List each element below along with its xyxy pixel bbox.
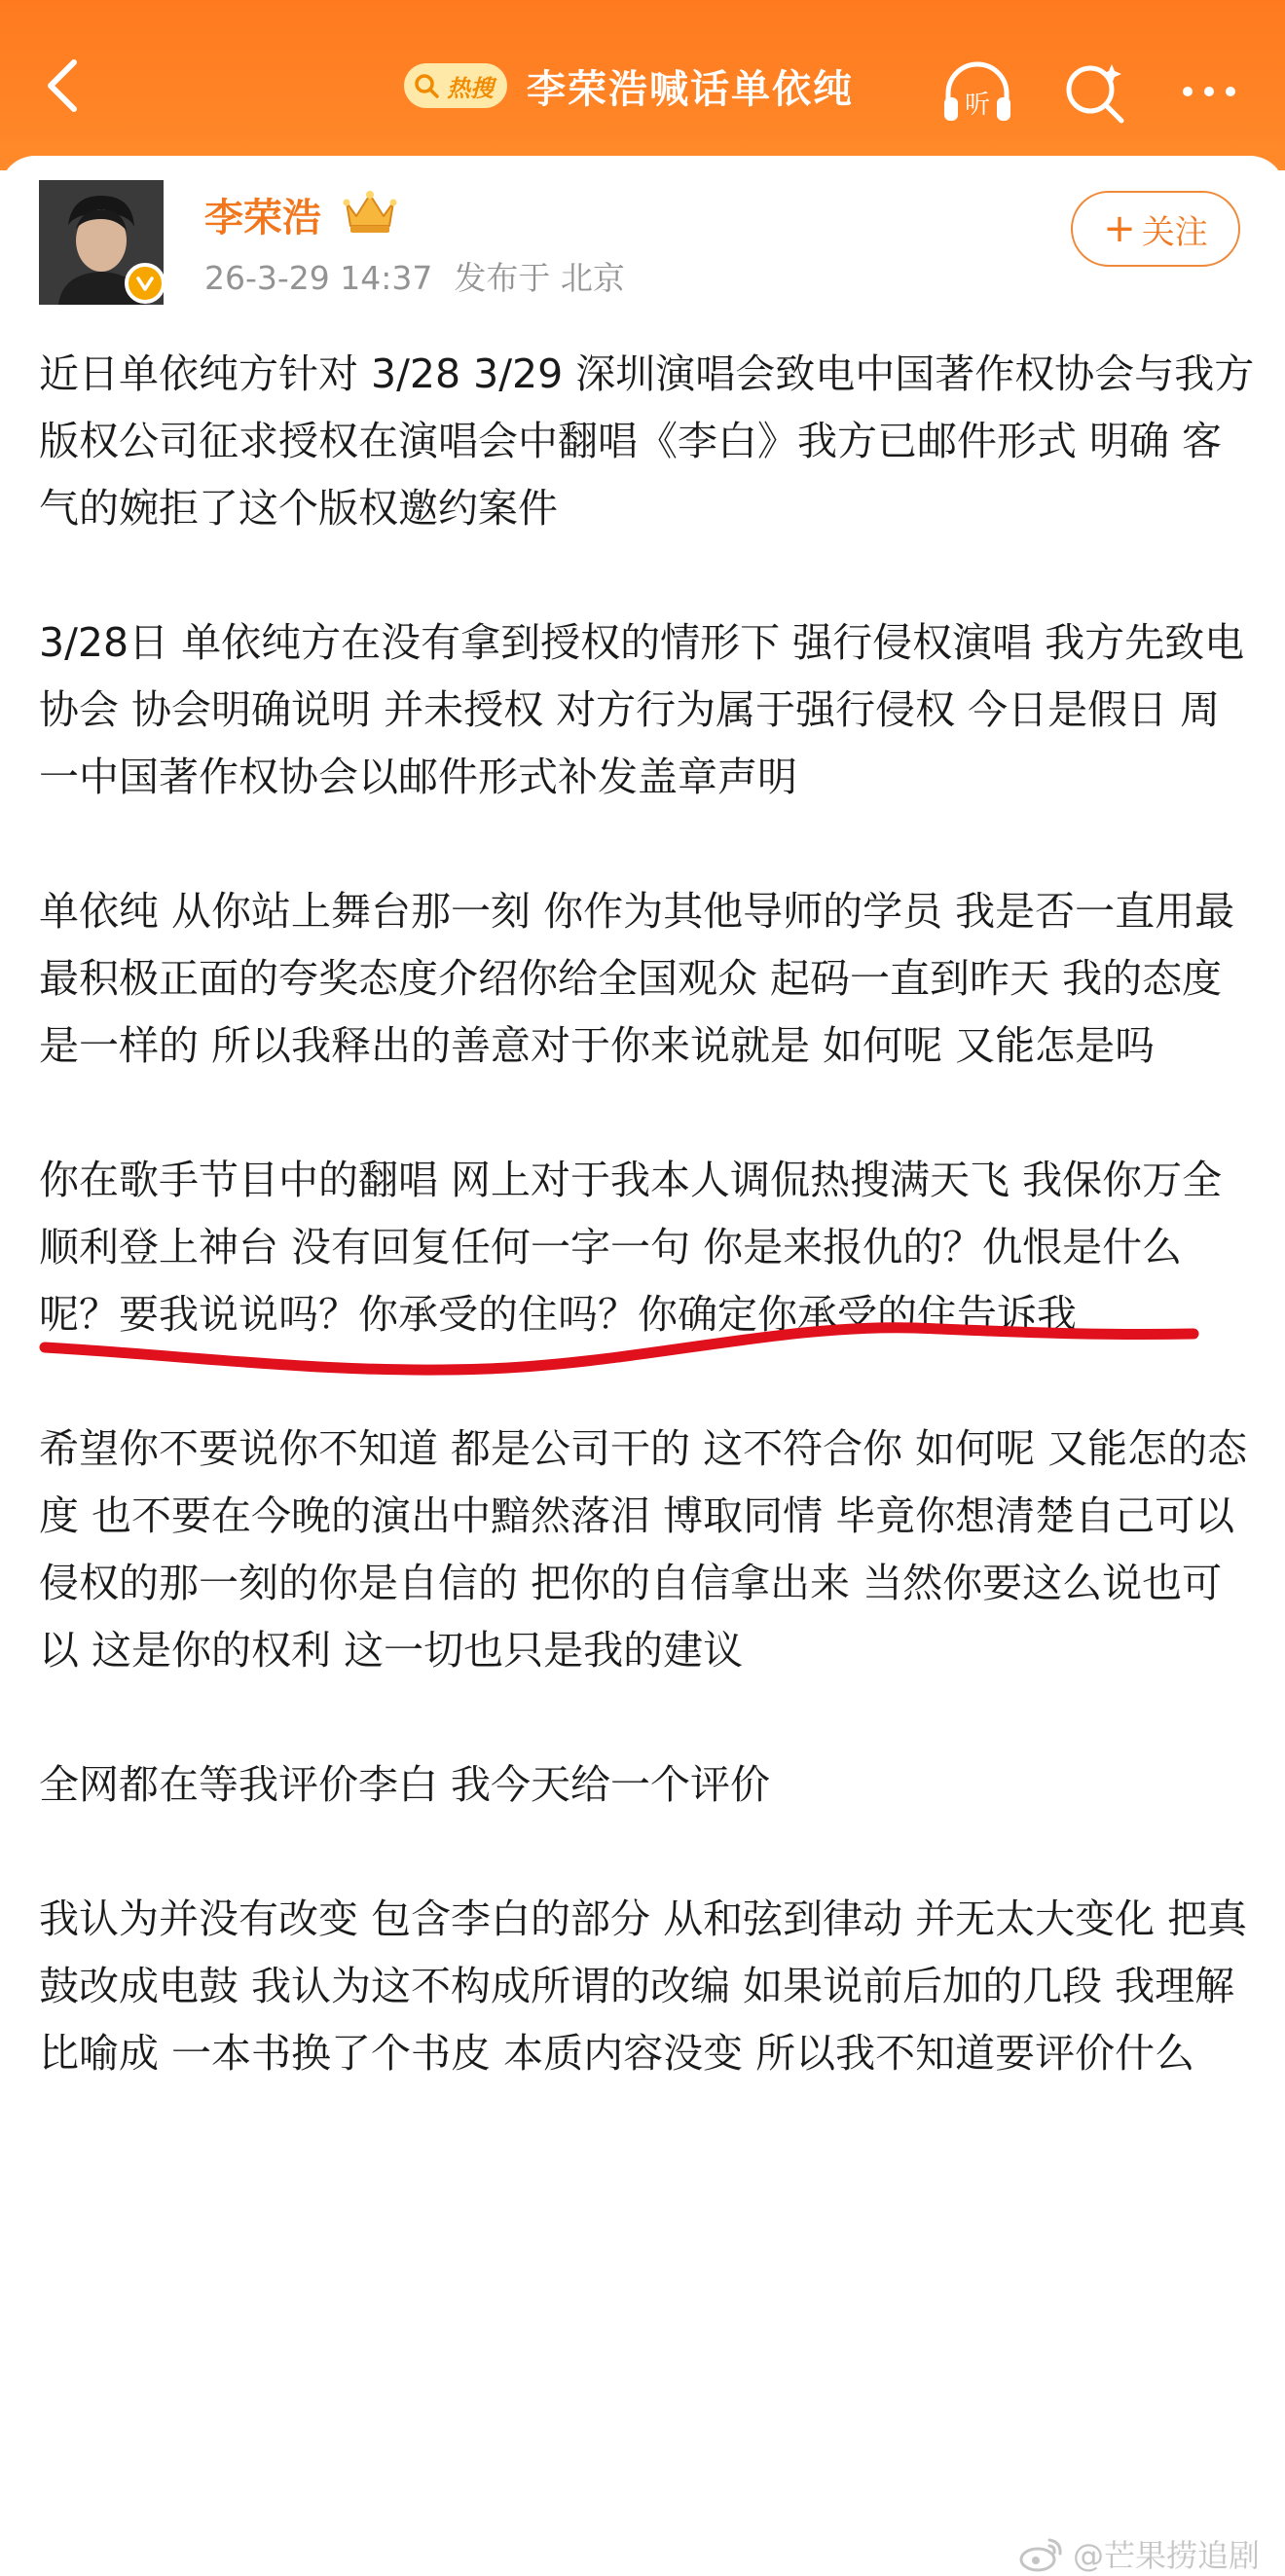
headphones-icon [936, 51, 1018, 132]
search-icon [412, 71, 441, 100]
post-paragraph-4: 你在歌手节目中的翻唱 网上对于我本人调侃热搜满天飞 我保你万全 顺利登上神台 没有回复任何一字一句 你是来报仇的？仇恨是什么呢？要我说说吗？你承受的住吗？你确定你承受的住告诉我 [39, 1157, 1223, 1338]
follow-label: 关注 [1141, 212, 1208, 252]
post-paragraph-5: 希望你不要说你不知道 都是公司干的 这不符合你 如何呢 又能怎的态度 也不要在今晚的演出中黯然落泪 博取同情 毕竟你想清楚自己可以侵权的那一刻的你是自信的 把你的自信拿出来 当然你要这么说也可以 这是你的权利 这一切也只是我的建议 [39, 1425, 1248, 1674]
more-options-button[interactable] [1168, 51, 1250, 132]
more-dots-icon [1168, 51, 1250, 132]
post-meta [204, 253, 646, 299]
topic-title: 李荣浩喊话单依纯 [527, 66, 854, 112]
post-location: 发布于 北京 [454, 259, 625, 297]
top-header-bar [0, 0, 1285, 170]
author-name[interactable]: 李荣浩 [204, 196, 321, 240]
post-paragraph-7: 我认为并没有改变 包含李白的部分 从和弦到律动 并无太大变化 把真鼓改成电鼓 我认为这不构成所谓的改编 如果说前后加的几段 我理解比喻成 一本书换了个书皮 本质内容没变 所以我不知道要评价什么 [39, 1895, 1248, 2077]
plus-icon: + [1103, 206, 1136, 251]
post-paragraph-2: 3/28日 单依纯方在没有拿到授权的情形下 强行侵权演唱 我方先致电协会 协会明确说明 并未授权 对方行为属于强行侵权 今日是假日 周一中国著作权协会以邮件形式补发盖章声明 [39, 619, 1245, 800]
verified-v-icon [134, 273, 156, 294]
follow-button[interactable] [1071, 191, 1240, 267]
verified-badge [125, 263, 165, 304]
post-body [39, 341, 1256, 2154]
watermark-text: @芒果捞追剧 [1072, 2537, 1260, 2574]
post-timestamp: 26-3-29 14:37 [204, 259, 433, 297]
listen-label: 听 [964, 91, 991, 120]
crown-icon [341, 187, 399, 236]
listen-button[interactable] [936, 51, 1018, 132]
chevron-left-icon [27, 47, 105, 125]
post-paragraph-1: 近日单依纯方针对 3/28 3/29 深圳演唱会致电中国著作权协会与我方版权公司征求授权在演唱会中翻唱《李白》我方已邮件形式 明确 客气的婉拒了这个版权邀约案件 [39, 350, 1255, 532]
search-topic-button[interactable] [1053, 51, 1135, 132]
back-button[interactable] [27, 47, 105, 125]
post-card [0, 156, 1285, 2574]
weibo-watermark [1018, 2531, 1260, 2576]
search-spark-icon [1053, 51, 1135, 132]
hot-badge-label: 热搜 [447, 74, 494, 102]
weibo-logo-icon [1018, 2534, 1065, 2573]
hot-search-badge [404, 63, 507, 108]
topic-title-group[interactable] [404, 56, 854, 115]
red-hand-drawn-underline [39, 1314, 1207, 1392]
post-paragraph-6: 全网都在等我评价李白 我今天给一个评价 [39, 1761, 771, 1808]
post-paragraph-3: 单依纯 从你站上舞台那一刻 你作为其他导师的学员 我是否一直用最最积极正面的夸奖态度介绍你给全国观众 起码一直到昨天 我的态度是一样的 所以我释出的善意对于你来说就是 如何呢 又能怎是吗 [39, 888, 1235, 1069]
